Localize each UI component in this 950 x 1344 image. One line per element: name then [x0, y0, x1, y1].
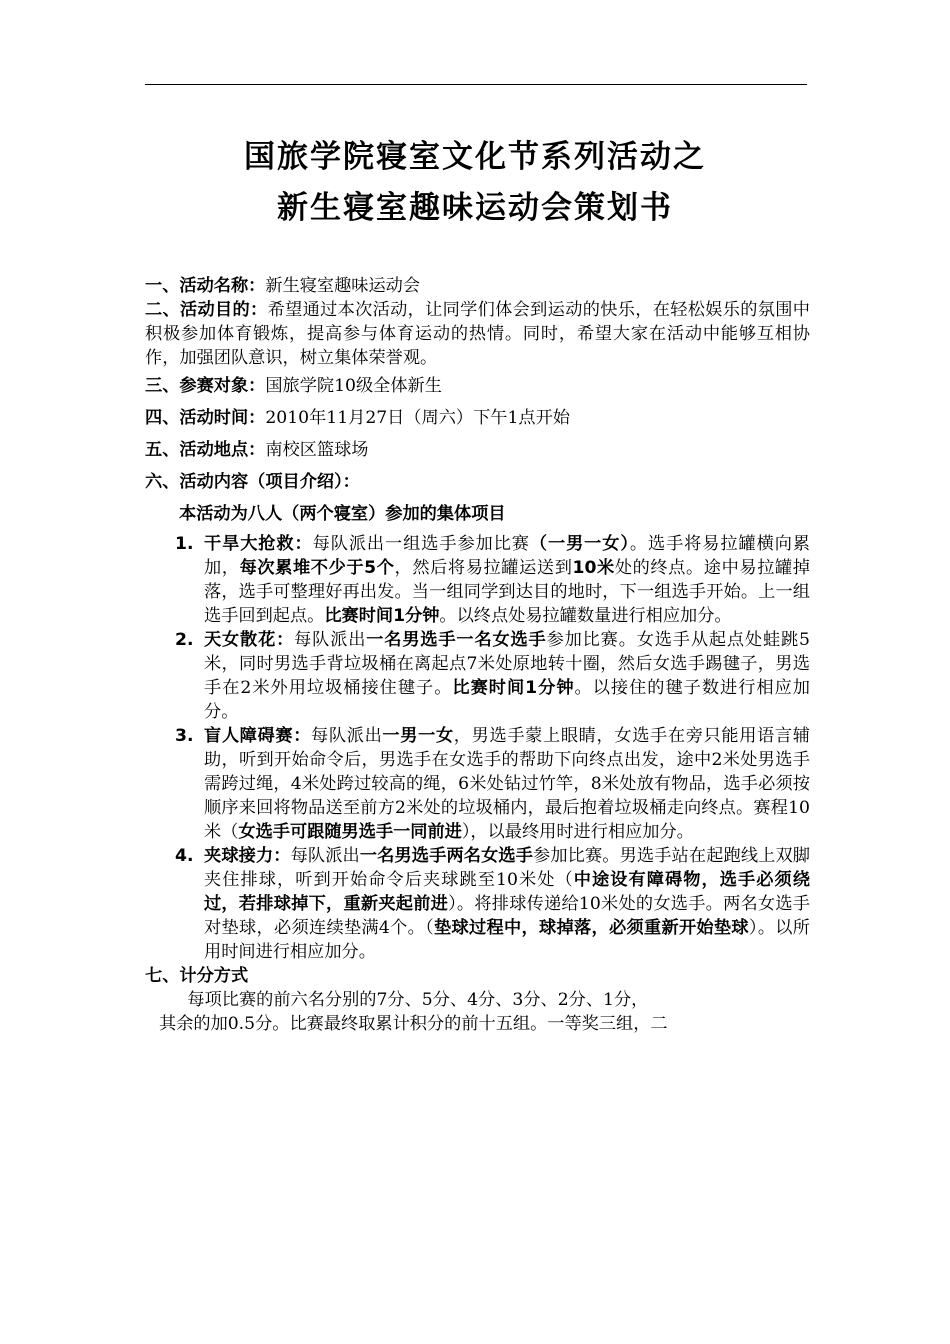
item-text: 。选手将易拉罐横向累加，: [204, 534, 810, 578]
item-emphasis: 一名男选手两名女选手: [359, 846, 534, 866]
section-content: [145, 470, 810, 494]
item-emphasis: 10米: [572, 558, 615, 578]
section-label: 二、活动目的：: [145, 300, 268, 320]
item-emphasis: 每次累堆不少于5个: [239, 558, 395, 578]
item-emphasis: 一名男选手一名女选手: [366, 630, 547, 650]
item-text: 处的终点。途中易拉罐掉落，选手可整理好再出发。当一组同学到达目的地时，下一组选手开始。上一组选手回到起点。: [204, 558, 810, 626]
section-place: [145, 438, 810, 462]
item-emphasis: 一男一女: [382, 726, 454, 746]
item-text: ，男选手蒙上眼睛，女选手在旁只能用语言辅助，听到开始命令后，男选手在女选手的帮助下向终点出发，途中2米处男选手需跨过绳，4米处跨过较高的绳，6米处钻过竹竿，8米处放有物品，选手必须按顺序来回将物品送至前方2米处的垃圾桶内，最后抱着垃圾桶走向终点。赛程10米（: [204, 726, 810, 842]
item-text: ），以最终用时进行相应加分。: [461, 822, 694, 842]
item-text: 。以接住的毽子数进行相应加分。: [204, 678, 810, 722]
item-text: ）。以所用时间进行相应加分。: [204, 918, 810, 962]
section-text: 南校区篮球场: [265, 440, 369, 460]
item-emphasis: （一男一女）: [529, 534, 630, 554]
section-purpose: [145, 298, 810, 370]
content-intro: 本活动为八人（两个寝室）参加的集体项目: [179, 504, 506, 524]
section-label: 四、活动时间：: [145, 408, 266, 428]
item-text: 每队派出: [294, 630, 367, 650]
title-line-2: 新生寝室趣味运动会策划书: [277, 190, 673, 226]
section-text: 2010年11月27日（周六）下午1点开始: [265, 408, 570, 428]
title-line-1: 国旅学院寝室文化节系列活动之: [244, 139, 706, 175]
item-text: ，然后将易拉罐运送到: [394, 558, 573, 578]
section-label: 七、计分方式: [145, 966, 249, 986]
item-text: 每队派出一组选手参加比赛: [312, 534, 530, 554]
item-text: 参加比赛。男选手站在起跑线上双脚夹住排球，听到开始命令后夹球跳至10米处（: [204, 846, 810, 890]
item-name: 夹球接力：: [204, 846, 291, 866]
scoring-line-1: 每项比赛的前六名分别的7分、5分、4分、3分、2分、1分，: [187, 990, 649, 1010]
item-text: ）。将排球传递给10米处的女选手。两名女选手对垫球，必须连续垫满4个。（: [204, 894, 810, 938]
item-name: 天女散花：: [204, 630, 295, 650]
scoring-line-2: 其余的加0.5分。比赛最终取累计积分的前十五组。一等奖三组，二: [159, 1014, 668, 1034]
section-text: 希望通过本次活动，让同学们体会到运动的快乐，在轻松娱乐的氛围中积极参加体育锻炼，提高参与体育运动的热情。同时，希望大家在活动中能够互相协作，加强团队意识，树立集体荣誉观。: [145, 300, 810, 368]
item-text: 参加比赛。女选手从起点处蛙跳5米，同时男选手背垃圾桶在离起点7米处原地转十圈，然后女选手踢毽子，男选手在2米外用垃圾桶接住毽子。: [204, 630, 810, 698]
item-name: 干旱大抢救：: [204, 534, 313, 554]
list-item: [145, 532, 810, 628]
item-name: 盲人障碍赛：: [204, 726, 312, 746]
item-number: 3.: [175, 726, 194, 746]
item-number: 4.: [175, 846, 194, 866]
project-list: [145, 532, 810, 964]
list-item: [145, 844, 810, 964]
item-text: 每队派出: [311, 726, 383, 746]
section-participants: [145, 374, 810, 398]
item-number: 1.: [175, 534, 194, 554]
section-label: 六、活动内容（项目介绍）：: [145, 472, 360, 492]
header-rule: [145, 84, 807, 85]
section-scoring: [145, 964, 810, 988]
item-text: 每队派出: [290, 846, 360, 866]
section-name: [145, 274, 810, 298]
document-body: [145, 274, 810, 1036]
list-item: [145, 628, 810, 724]
item-number: 2.: [175, 630, 194, 650]
item-emphasis: 女选手可跟随男选手一同前进: [238, 822, 462, 842]
item-emphasis: 比赛时间1分钟: [452, 678, 575, 698]
item-emphasis: 比赛时间1分钟: [324, 606, 440, 626]
section-time: [145, 406, 810, 430]
section-text: 新生寝室趣味运动会: [265, 276, 421, 296]
item-text: 。以终点处易拉罐数量进行相应加分。: [439, 606, 732, 626]
item-emphasis: 中途设有障碍物，选手必须绕过，若排球掉下，重新夹起前进: [204, 870, 810, 914]
section-text: 国旅学院10级全体新生: [265, 376, 442, 396]
section-label: 三、参赛对象：: [145, 376, 266, 396]
section-label: 五、活动地点：: [145, 440, 266, 460]
list-item: [145, 724, 810, 844]
item-emphasis: 垫球过程中，球掉落，必须重新开始垫球: [434, 918, 749, 938]
section-label: 一、活动名称：: [145, 276, 266, 296]
